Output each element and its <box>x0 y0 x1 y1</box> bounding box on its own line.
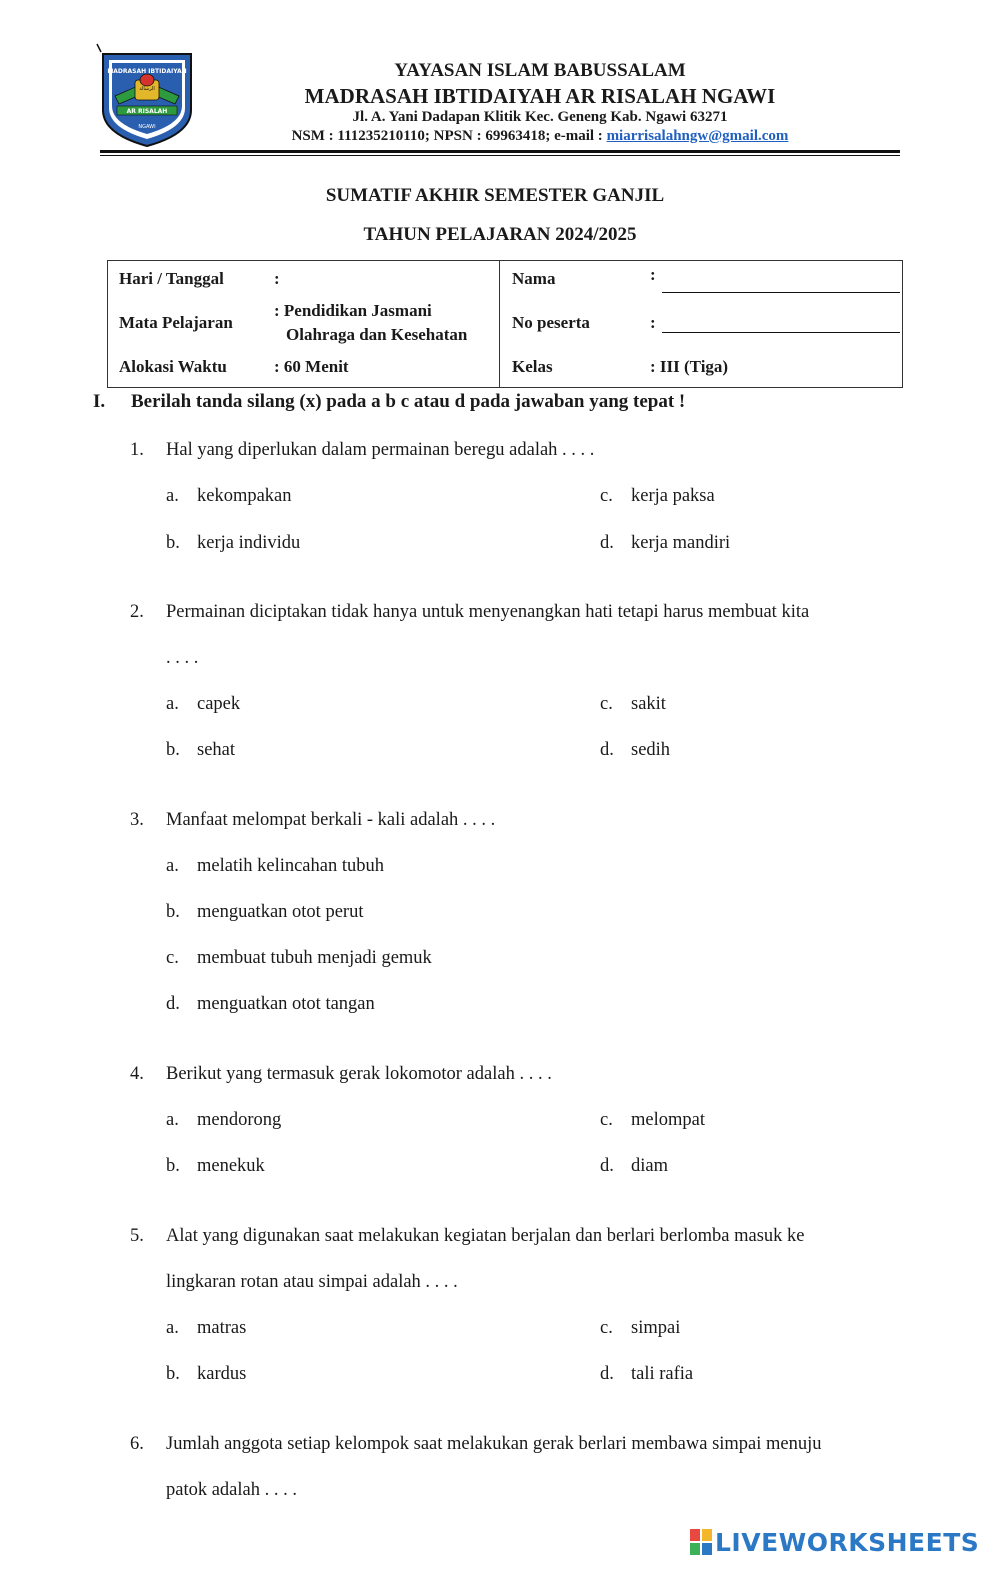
option-letter[interactable]: d. <box>600 1364 614 1384</box>
participant-colon: : <box>650 313 656 332</box>
option-letter[interactable]: a. <box>166 1110 179 1130</box>
school-year: TAHUN PELAJARAN 2024/2025 <box>363 224 637 245</box>
option-letter[interactable]: a. <box>166 1318 179 1338</box>
svg-text:AR RISALAH: AR RISALAH <box>126 108 168 115</box>
header-rule-thin <box>100 155 900 156</box>
class-value: : III (Tiga) <box>650 357 729 376</box>
svg-text:MADRASAH IBTIDAIYAH: MADRASAH IBTIDAIYAH <box>107 68 187 75</box>
subject-value-1: : Pendidikan Jasmani <box>274 301 432 320</box>
question-text: Berikut yang termasuk gerak lokomotor adalah . . . . <box>166 1064 552 1084</box>
question-text: Jumlah anggota setiap kelompok saat melakukan gerak berlari membawa simpai menuju <box>166 1434 822 1454</box>
question-number: 2. <box>130 602 144 622</box>
logo-square-red <box>690 1529 700 1541</box>
class-label: Kelas <box>512 357 553 376</box>
option-letter[interactable]: b. <box>166 902 180 922</box>
liveworksheets-logo-icon <box>690 1529 712 1555</box>
logo-square-blue <box>702 1543 712 1555</box>
section-text: Berilah tanda silang (x) pada a b c atau d pada jawaban yang tepat ! <box>131 391 686 412</box>
question-text: Permainan diciptakan tidak hanya untuk menyenangkan hati tetapi harus membuat kita <box>166 602 810 622</box>
option-text[interactable]: menguatkan otot perut <box>197 902 364 922</box>
option-letter[interactable]: a. <box>166 694 179 714</box>
name-label: Nama <box>512 269 556 288</box>
email-link[interactable]: miarrisalahngw@gmail.com <box>606 128 789 144</box>
time-value: : 60 Menit <box>274 357 349 376</box>
question-number: 4. <box>130 1064 144 1084</box>
participant-answer-line[interactable] <box>662 332 900 333</box>
subject-value-2: Olahraga dan Kesehatan <box>286 325 468 344</box>
info-divider <box>499 261 500 387</box>
school-ids: NSM : 111235210110; NPSN : 69963418; e-mail : miarrisalahngw@gmail.com <box>291 128 789 144</box>
option-text[interactable]: melatih kelincahan tubuh <box>197 856 384 876</box>
option-text[interactable]: sedih <box>631 740 671 760</box>
option-letter[interactable]: d. <box>600 1156 614 1176</box>
option-letter[interactable]: a. <box>166 486 179 506</box>
school-address: Jl. A. Yani Dadapan Klitik Kec. Geneng Kab. Ngawi 63271 <box>352 109 728 125</box>
option-text[interactable]: mendorong <box>197 1110 282 1130</box>
option-text[interactable]: menguatkan otot tangan <box>197 994 375 1014</box>
question-number: 1. <box>130 440 144 460</box>
option-text[interactable]: matras <box>197 1318 247 1338</box>
option-text[interactable]: kerja mandiri <box>631 533 731 553</box>
time-label: Alokasi Waktu <box>119 357 227 376</box>
option-letter[interactable]: c. <box>600 1318 613 1338</box>
option-text[interactable]: menekuk <box>197 1156 265 1176</box>
question-number: 6. <box>130 1434 144 1454</box>
question-number: 5. <box>130 1226 144 1246</box>
logo-square-yellow <box>702 1529 712 1541</box>
day-label: Hari / Tanggal <box>119 269 224 288</box>
option-text[interactable]: diam <box>631 1156 668 1176</box>
day-value: : <box>274 269 280 288</box>
question-number: 3. <box>130 810 144 830</box>
option-letter[interactable]: d. <box>166 994 180 1014</box>
header-rule-thick <box>100 150 900 153</box>
school-logo <box>95 42 195 150</box>
svg-text:NGAWI: NGAWI <box>138 124 156 130</box>
option-text[interactable]: kerja individu <box>197 533 301 553</box>
section-number: I. <box>93 391 106 412</box>
option-text[interactable]: melompat <box>631 1110 705 1130</box>
name-answer-line[interactable] <box>662 292 900 293</box>
option-text[interactable]: membuat tubuh menjadi gemuk <box>197 948 432 968</box>
option-letter[interactable]: d. <box>600 740 614 760</box>
option-letter[interactable]: b. <box>166 1364 180 1384</box>
option-text[interactable]: kardus <box>197 1364 247 1384</box>
option-text[interactable]: kerja paksa <box>631 486 715 506</box>
question-text-cont: patok adalah . . . . <box>166 1480 297 1500</box>
option-text[interactable]: sehat <box>197 740 236 760</box>
svg-text:الرسالة: الرسالة <box>139 86 155 92</box>
liveworksheets-text: LIVEWORKSHEETS <box>715 1527 980 1557</box>
question-text-cont: lingkaran rotan atau simpai adalah . . . . <box>166 1272 458 1292</box>
option-letter[interactable]: b. <box>166 533 180 553</box>
option-text[interactable]: kekompakan <box>197 486 292 506</box>
option-text[interactable]: capek <box>197 694 241 714</box>
option-letter[interactable]: c. <box>600 1110 613 1130</box>
option-letter[interactable]: b. <box>166 1156 180 1176</box>
option-letter[interactable]: c. <box>600 694 613 714</box>
option-text[interactable]: sakit <box>631 694 666 714</box>
option-letter[interactable]: c. <box>166 948 179 968</box>
school-name: MADRASAH IBTIDAIYAH AR RISALAH NGAWI <box>304 84 776 108</box>
logo-square-green <box>690 1543 700 1555</box>
option-letter[interactable]: c. <box>600 486 613 506</box>
participant-label: No peserta <box>512 313 590 332</box>
question-text-cont: . . . . <box>166 648 199 668</box>
question-text: Manfaat melompat berkali - kali adalah . . . . <box>166 810 496 830</box>
option-letter[interactable]: b. <box>166 740 180 760</box>
name-colon: : <box>650 265 656 284</box>
question-text: Hal yang diperlukan dalam permainan beregu adalah . . . . <box>166 440 595 460</box>
foundation-name: YAYASAN ISLAM BABUSSALAM <box>394 60 686 81</box>
option-letter[interactable]: d. <box>600 533 614 553</box>
option-text[interactable]: simpai <box>631 1318 681 1338</box>
option-text[interactable]: tali rafia <box>631 1364 694 1384</box>
question-text: Alat yang digunakan saat melakukan kegiatan berjalan dan berlari berlomba masuk ke <box>166 1226 805 1246</box>
exam-title: SUMATIF AKHIR SEMESTER GANJIL <box>325 185 665 206</box>
subject-label: Mata Pelajaran <box>119 313 233 332</box>
exam-info-box <box>107 260 903 388</box>
option-letter[interactable]: a. <box>166 856 179 876</box>
liveworksheets-watermark <box>690 1527 979 1557</box>
